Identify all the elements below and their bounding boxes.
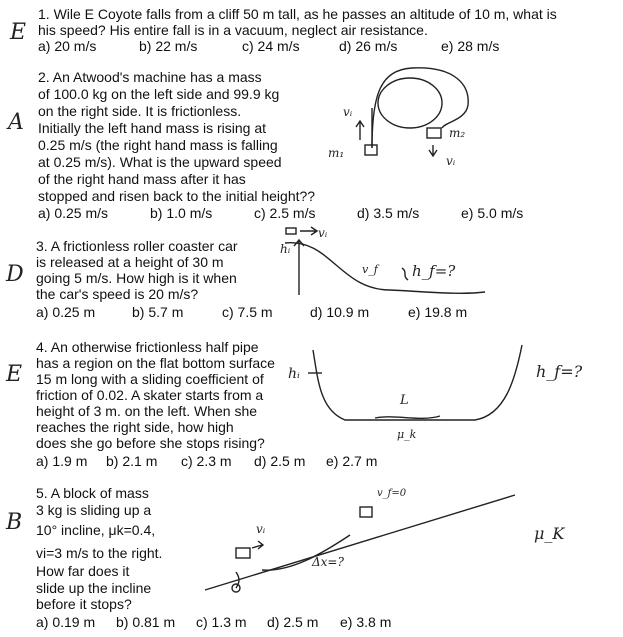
q5-line-4: vi=3 m/s to the right. (36, 545, 163, 561)
q2-line-6: at 0.25 m/s). What is the upward speed (38, 154, 282, 170)
q4-option-a: a) 1.9 m (36, 453, 88, 469)
q5-line-1: 5. A block of mass (36, 485, 149, 501)
q2-line-1: 2. An Atwood's machine has a mass (38, 69, 262, 85)
q5-line-6: slide up the incline (36, 580, 152, 596)
q3-option-c: c) 7.5 m (222, 304, 273, 320)
q2-sketch-m2: m₂ (449, 126, 466, 140)
q3-sketch-hf: h_f=? (412, 262, 456, 280)
q5-line-7: before it stops? (36, 596, 132, 612)
friction-region (375, 416, 440, 418)
q4-sketch-hf: h_f=? (536, 362, 583, 381)
q5-sketch-muk: μ_K (534, 524, 565, 543)
q4-line-1: 4. An otherwise frictionless half pipe (36, 339, 259, 355)
q3-sketch-vi: vᵢ (318, 226, 328, 240)
pulley-inner (378, 78, 442, 128)
q3-line-1: 3. A frictionless roller coaster car (36, 238, 238, 254)
q5-line-2: 3 kg is sliding up a (36, 502, 152, 518)
q4-line-7: does she go before she stops rising? (36, 435, 265, 451)
q4-sketch-L: L (400, 393, 409, 408)
q3-sketch-hi: hᵢ (280, 242, 291, 256)
q2-line-7: of the right hand mass after it has (38, 171, 246, 187)
q3-option-a: a) 0.25 m (36, 304, 96, 320)
q2-option-c: c) 2.5 m/s (254, 205, 316, 221)
coaster-car (286, 228, 296, 234)
q3-sketch-vf: v_f (362, 263, 378, 276)
q2-option-e: e) 5.0 m/s (461, 205, 524, 221)
coaster-sketch (285, 227, 485, 295)
q5-option-e: e) 3.8 m (340, 614, 392, 630)
q2-line-8: stopped and risen back to the initial height?? (38, 188, 316, 204)
q2-answer-mark: A (8, 110, 24, 135)
mass-right (427, 128, 441, 138)
incline-sketch (205, 495, 515, 592)
q3-line-2: is released at a height of 30 m (36, 254, 224, 270)
q1-option-d: d) 26 m/s (339, 38, 398, 54)
q3-option-e: e) 19.8 m (408, 304, 468, 320)
halfpipe-sketch (308, 345, 522, 420)
q5-line-3: 10° incline, μk=0.4, (36, 522, 156, 538)
q2-line-2: of 100.0 kg on the left side and 99.9 kg (38, 86, 280, 102)
q1-line-2: his speed? His entire fall is in a vacuum, neglect air resistance. (38, 22, 428, 38)
q4-line-5: height of 3 m. on the left. When she (36, 403, 258, 419)
q5-option-a: a) 0.19 m (36, 614, 96, 630)
q1-option-b: b) 22 m/s (139, 38, 198, 54)
q3-option-b: b) 5.7 m (132, 304, 184, 320)
q2-option-a: a) 0.25 m/s (38, 205, 109, 221)
q4-option-b: b) 2.1 m (106, 453, 158, 469)
arrow-up (356, 121, 364, 140)
q3-answer-mark: D (6, 262, 24, 287)
q4-line-6: reaches the right side, how high (36, 419, 234, 435)
q1-option-e: e) 28 m/s (441, 38, 500, 54)
q5-line-5: How far does it (36, 563, 130, 579)
q4-sketch-mu: μ_k (397, 428, 417, 441)
q5-option-c: c) 1.3 m (196, 614, 247, 630)
q1-line-1: 1. Wile E Coyote falls from a cliff 50 m tall, as he passes an altitude of 10 m, what is (38, 6, 557, 22)
q2-option-b: b) 1.0 m/s (150, 205, 213, 221)
q5-option-d: d) 2.5 m (267, 614, 319, 630)
coaster-arrow (300, 227, 317, 235)
q2-line-5: 0.25 m/s (the right hand mass is falling (38, 137, 278, 153)
q1-option-a: a) 20 m/s (38, 38, 97, 54)
q5-sketch-dx: Δx=? (312, 555, 344, 569)
q5-sketch-vf: v_f=0 (377, 488, 407, 499)
block-start (236, 548, 250, 558)
q4-line-3: 15 m long with a sliding coefficient of (36, 371, 264, 387)
q5-answer-mark: B (6, 510, 23, 535)
block-end (360, 507, 372, 517)
atwood-sketch (356, 68, 468, 156)
q4-sketch-hi: hᵢ (288, 366, 300, 382)
q2-sketch-vi-left: vᵢ (343, 105, 353, 119)
arrow-down (429, 145, 437, 156)
mass-left (365, 145, 377, 155)
q2-sketch-m1: m₁ (328, 146, 345, 160)
q5-sketch-vi: vᵢ (256, 522, 266, 536)
hf-brace (402, 268, 408, 280)
block-arrow (252, 541, 263, 549)
q4-option-c: c) 2.3 m (181, 453, 232, 469)
q1-answer-mark: E (10, 20, 27, 45)
q4-option-e: e) 2.7 m (326, 453, 378, 469)
q3-option-d: d) 10.9 m (310, 304, 370, 320)
q4-line-4: friction of 0.02. A skater starts from a (36, 387, 264, 403)
halfpipe-curve (313, 345, 522, 420)
q1-option-c: c) 24 m/s (242, 38, 300, 54)
q5-option-b: b) 0.81 m (116, 614, 176, 630)
q4-answer-mark: E (6, 362, 23, 387)
q3-line-4: the car's speed is 20 m/s? (36, 286, 199, 302)
q2-sketch-vi-right: vᵢ (446, 154, 456, 168)
q2-line-4: Initially the left hand mass is rising at (38, 120, 266, 136)
q2-option-d: d) 3.5 m/s (357, 205, 420, 221)
q3-line-3: going 5 m/s. How high is it when (36, 270, 237, 286)
q2-line-3: on the right side. It is frictionless. (38, 103, 242, 119)
q4-line-2: has a region on the flat bottom surface (36, 355, 275, 371)
q4-option-d: d) 2.5 m (254, 453, 306, 469)
